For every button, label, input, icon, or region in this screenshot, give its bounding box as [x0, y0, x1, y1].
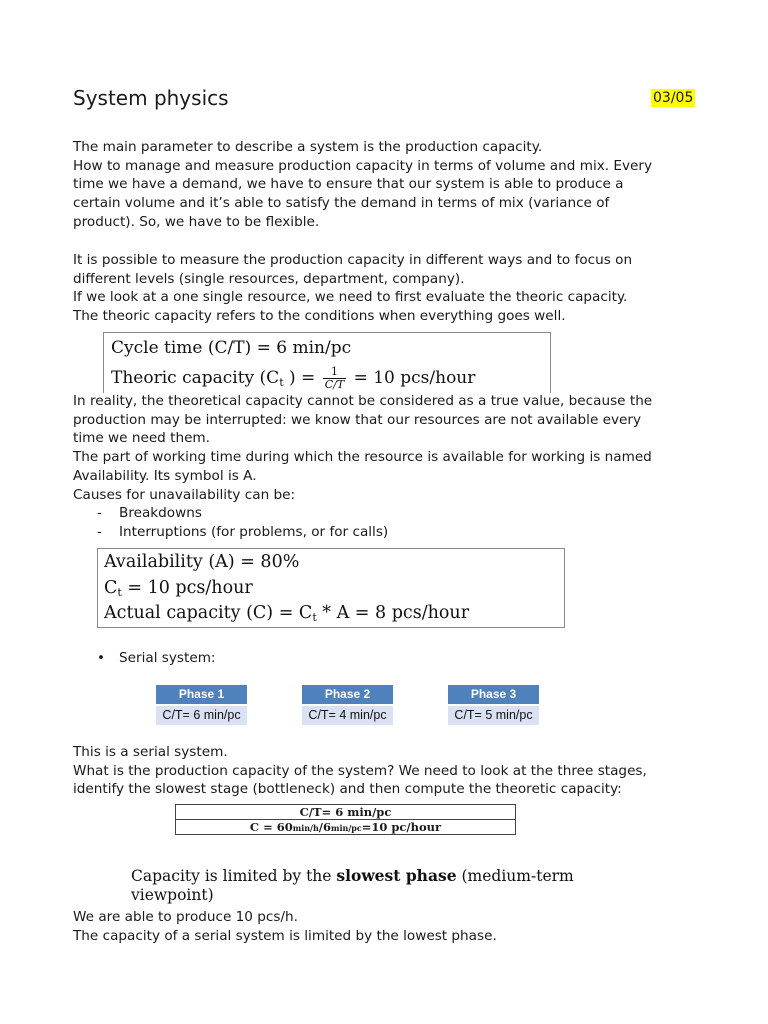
serial-bullet [97, 649, 216, 668]
list-item: • Serial system: [97, 650, 216, 666]
text-line: In reality, the theoretical capacity cannot be considered as a true value, because the [73, 393, 653, 409]
text-line: The main parameter to describe a system is the production capacity. [73, 139, 543, 155]
text-line: different levels (single resources, department, company). [73, 270, 465, 287]
text-line: Causes for unavailability can be: [73, 486, 296, 503]
bottleneck-capacity-row [175, 820, 516, 835]
phase-header: Phase 3 [447, 684, 540, 705]
text-line: What is the production capacity of the system? We need to look at the three stages, [73, 762, 647, 779]
conclusion-paragraph [73, 908, 703, 945]
text-line: How to manage and measure production capacity in terms of volume and mix. Every [73, 157, 653, 174]
list-item-text: Breakdowns [119, 505, 202, 521]
text-line: time we have a demand, we have to ensure that our system is able to produce a [73, 176, 624, 193]
note-text: Capacity is limited by the [131, 867, 337, 885]
measure-paragraph [73, 251, 703, 326]
formula-text: C = 60 [249, 820, 293, 834]
date-highlight: 03/05 [653, 90, 694, 106]
phase-cycle-time: C/T= 6 min/pc [155, 705, 248, 726]
formula-text: = 10 pcs/hour [121, 578, 253, 598]
subscript: t [312, 611, 317, 624]
subscript: t [279, 376, 284, 389]
text-line: certain volume and it’s able to satisfy the demand in terms of mix (variance of [73, 195, 610, 212]
subscript: min/pc [331, 823, 362, 833]
ct-line [104, 578, 253, 599]
fraction-numerator: 1 [323, 366, 346, 379]
note-text: (medium-term [456, 867, 574, 885]
list-item: - Interruptions (for problems, or for calls) [97, 523, 389, 540]
bottleneck-ct-row: C/T= 6 min/pc [175, 804, 516, 820]
text-line: This is a serial system. [73, 744, 228, 760]
formula-text: * A = 8 pcs/hour [316, 603, 470, 623]
fraction-denominator: C/T [324, 378, 345, 391]
cycle-time-formula: Cycle time (C/T) = 6 min/pc [111, 338, 352, 358]
formula-text: =10 pc/hour [361, 820, 442, 834]
phase-header: Phase 1 [155, 684, 248, 705]
theoric-capacity-formula [103, 332, 551, 393]
list-item-text: Serial system: [119, 650, 216, 666]
theoric-capacity-line [111, 366, 475, 391]
phase-header: Phase 2 [301, 684, 394, 705]
phase-cycle-time: C/T= 5 min/pc [447, 705, 540, 726]
phase-cycle-time: C/T= 4 min/pc [301, 705, 394, 726]
capacity-note [131, 866, 574, 905]
availability-paragraph [73, 392, 703, 504]
note-line: viewpoint) [131, 886, 214, 904]
actual-capacity-line [104, 603, 469, 624]
formula-text: = 10 pcs/hour [353, 368, 476, 388]
text-line: Availability. Its symbol is A. [73, 467, 257, 484]
fraction [323, 366, 346, 391]
subscript: t [117, 586, 122, 599]
page-title: System physics [73, 86, 229, 110]
formula-text: C [104, 578, 118, 598]
phase-1-table [155, 684, 248, 726]
text-line: If we look at a one single resource, we need to first evaluate the theoric capacity. [73, 289, 628, 306]
note-bold-text: slowest phase [336, 866, 457, 885]
text-line: The part of working time during which the resource is available for working is named [73, 449, 652, 466]
causes-list [97, 504, 388, 541]
serial-paragraph [73, 743, 703, 799]
actual-capacity-formula [97, 548, 565, 628]
phase-2-table [301, 684, 394, 726]
phase-3-table [447, 684, 540, 726]
text-line: identify the slowest stage (bottleneck) and then compute the theoretic capacity: [73, 781, 622, 798]
text-line: The capacity of a serial system is limited by the lowest phase. [73, 927, 497, 944]
note-line [131, 866, 574, 886]
list-item-text: Interruptions (for problems, or for calls) [119, 523, 389, 540]
text-line: product). So, we have to be flexible. [73, 213, 320, 230]
text-line: We are able to produce 10 pcs/h. [73, 909, 298, 925]
subscript: min/h [292, 823, 319, 833]
formula-text: ) = [289, 368, 316, 388]
text-line: time we need them. [73, 430, 210, 447]
formula-text: Actual capacity (C) = C [104, 603, 313, 623]
formula-text: /6 [318, 820, 331, 834]
availability-line: Availability (A) = 80% [104, 552, 300, 572]
list-item: - Breakdowns [97, 505, 202, 521]
bottleneck-table [175, 804, 516, 835]
text-line: production may be interrupted: we know that our resources are not available every [73, 411, 642, 428]
formula-text: Theoric capacity (C [111, 368, 280, 388]
text-line: It is possible to measure the production capacity in different ways and to focus on [73, 252, 633, 268]
text-line: The theoric capacity refers to the conditions when everything goes well. [73, 308, 566, 325]
intro-paragraph [73, 138, 703, 232]
